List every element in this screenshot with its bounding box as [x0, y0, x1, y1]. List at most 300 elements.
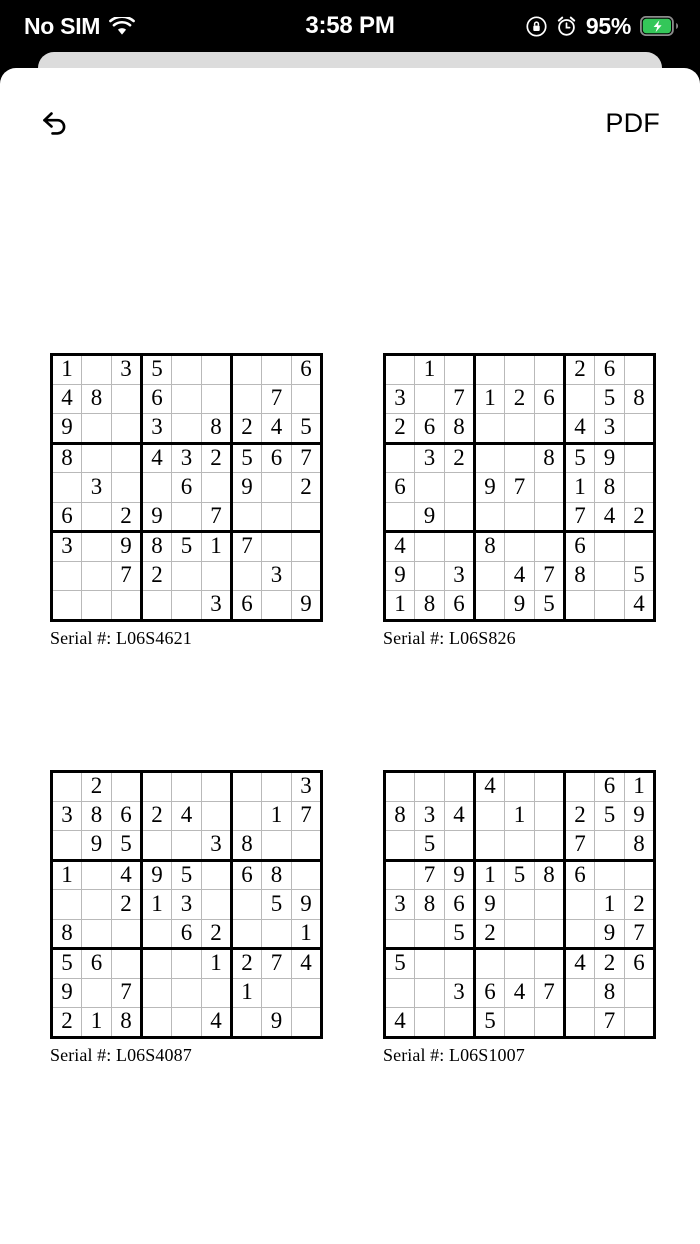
- sudoku-cell[interactable]: [505, 532, 535, 562]
- sudoku-cell[interactable]: [292, 532, 322, 562]
- sudoku-cell[interactable]: [82, 919, 112, 949]
- sudoku-cell[interactable]: [52, 772, 82, 802]
- sudoku-cell[interactable]: [52, 473, 82, 503]
- sudoku-cell[interactable]: [202, 978, 232, 1008]
- sudoku-cell[interactable]: 2: [505, 384, 535, 414]
- sudoku-cell[interactable]: 7: [505, 473, 535, 503]
- sudoku-cell[interactable]: 5: [475, 1008, 505, 1038]
- sudoku-cell[interactable]: 8: [52, 443, 82, 473]
- sudoku-cell[interactable]: [232, 561, 262, 591]
- sudoku-cell[interactable]: 8: [202, 414, 232, 444]
- sudoku-cell[interactable]: [202, 384, 232, 414]
- sudoku-cell[interactable]: [82, 355, 112, 385]
- sudoku-cell[interactable]: [595, 561, 625, 591]
- sudoku-cell[interactable]: [262, 473, 292, 503]
- sudoku-cell[interactable]: [172, 949, 202, 979]
- sudoku-cell[interactable]: [142, 772, 172, 802]
- sudoku-cell[interactable]: [202, 801, 232, 831]
- sudoku-cell[interactable]: 8: [142, 532, 172, 562]
- sudoku-cell[interactable]: 2: [82, 772, 112, 802]
- sudoku-cell[interactable]: [535, 919, 565, 949]
- sudoku-cell[interactable]: [415, 772, 445, 802]
- sudoku-cell[interactable]: 4: [262, 414, 292, 444]
- sudoku-cell[interactable]: [292, 384, 322, 414]
- sudoku-cell[interactable]: [505, 502, 535, 532]
- sudoku-cell[interactable]: [232, 1008, 262, 1038]
- sudoku-cell[interactable]: 1: [415, 355, 445, 385]
- sudoku-cell[interactable]: 2: [232, 414, 262, 444]
- sudoku-cell[interactable]: 4: [385, 532, 415, 562]
- sudoku-cell[interactable]: 1: [475, 860, 505, 890]
- sudoku-cell[interactable]: 4: [112, 860, 142, 890]
- sudoku-cell[interactable]: 9: [82, 831, 112, 861]
- sudoku-cell[interactable]: 3: [445, 978, 475, 1008]
- sudoku-cell[interactable]: 3: [52, 532, 82, 562]
- sudoku-cell[interactable]: 3: [385, 890, 415, 920]
- sudoku-cell[interactable]: 3: [202, 831, 232, 861]
- sudoku-cell[interactable]: 8: [82, 801, 112, 831]
- sudoku-cell[interactable]: [52, 561, 82, 591]
- sudoku-cell[interactable]: 2: [565, 355, 595, 385]
- sudoku-cell[interactable]: [292, 1008, 322, 1038]
- sudoku-cell[interactable]: 2: [445, 443, 475, 473]
- sudoku-cell[interactable]: [475, 561, 505, 591]
- sudoku-cell[interactable]: 2: [112, 890, 142, 920]
- sudoku-cell[interactable]: 5: [385, 949, 415, 979]
- sudoku-cell[interactable]: [385, 502, 415, 532]
- sudoku-cell[interactable]: 6: [445, 591, 475, 621]
- sudoku-cell[interactable]: [595, 831, 625, 861]
- sudoku-cell[interactable]: [505, 772, 535, 802]
- sudoku-cell[interactable]: 7: [535, 978, 565, 1008]
- sudoku-cell[interactable]: 9: [595, 919, 625, 949]
- sudoku-cell[interactable]: [505, 355, 535, 385]
- sudoku-cell[interactable]: 9: [385, 561, 415, 591]
- sudoku-cell[interactable]: [292, 831, 322, 861]
- sudoku-cell[interactable]: 1: [505, 801, 535, 831]
- sudoku-cell[interactable]: 5: [292, 414, 322, 444]
- sudoku-cell[interactable]: 5: [625, 561, 655, 591]
- sudoku-cell[interactable]: [112, 591, 142, 621]
- sudoku-cell[interactable]: [82, 591, 112, 621]
- sudoku-cell[interactable]: [415, 978, 445, 1008]
- sudoku-cell[interactable]: 9: [142, 860, 172, 890]
- sudoku-cell[interactable]: [505, 890, 535, 920]
- sudoku-cell[interactable]: 2: [202, 919, 232, 949]
- sudoku-cell[interactable]: 1: [292, 919, 322, 949]
- sudoku-cell[interactable]: 5: [52, 949, 82, 979]
- sudoku-cell[interactable]: 7: [445, 384, 475, 414]
- sudoku-cell[interactable]: 2: [142, 561, 172, 591]
- sudoku-cell[interactable]: 9: [262, 1008, 292, 1038]
- sudoku-cell[interactable]: 5: [445, 919, 475, 949]
- sudoku-cell[interactable]: 4: [565, 949, 595, 979]
- sudoku-cell[interactable]: [172, 978, 202, 1008]
- sudoku-cell[interactable]: [262, 591, 292, 621]
- sudoku-cell[interactable]: [385, 919, 415, 949]
- sudoku-cell[interactable]: [415, 473, 445, 503]
- sudoku-cell[interactable]: [565, 591, 595, 621]
- sudoku-cell[interactable]: 5: [112, 831, 142, 861]
- sudoku-cell[interactable]: 4: [142, 443, 172, 473]
- sudoku-cell[interactable]: [415, 532, 445, 562]
- sudoku-cell[interactable]: 8: [445, 414, 475, 444]
- sudoku-cell[interactable]: [535, 355, 565, 385]
- sudoku-cell[interactable]: [172, 414, 202, 444]
- sudoku-cell[interactable]: [595, 860, 625, 890]
- sudoku-cell[interactable]: [535, 1008, 565, 1038]
- sudoku-cell[interactable]: 2: [112, 502, 142, 532]
- sudoku-cell[interactable]: [112, 919, 142, 949]
- sudoku-cell[interactable]: [232, 919, 262, 949]
- sudoku-cell[interactable]: 8: [535, 443, 565, 473]
- sudoku-cell[interactable]: [172, 1008, 202, 1038]
- back-button[interactable]: [32, 100, 78, 146]
- sudoku-cell[interactable]: 6: [415, 414, 445, 444]
- sudoku-cell[interactable]: 5: [415, 831, 445, 861]
- sudoku-cell[interactable]: [202, 355, 232, 385]
- sudoku-cell[interactable]: [385, 831, 415, 861]
- sudoku-cell[interactable]: [202, 772, 232, 802]
- sudoku-cell[interactable]: 3: [142, 414, 172, 444]
- sudoku-cell[interactable]: [535, 949, 565, 979]
- sudoku-cell[interactable]: 1: [142, 890, 172, 920]
- sudoku-cell[interactable]: [292, 561, 322, 591]
- sudoku-cell[interactable]: 5: [595, 384, 625, 414]
- sudoku-cell[interactable]: [565, 1008, 595, 1038]
- sudoku-cell[interactable]: [505, 831, 535, 861]
- sudoku-cell[interactable]: [565, 772, 595, 802]
- sudoku-cell[interactable]: [292, 978, 322, 1008]
- sudoku-cell[interactable]: 7: [535, 561, 565, 591]
- sudoku-cell[interactable]: 7: [595, 1008, 625, 1038]
- sudoku-cell[interactable]: 1: [262, 801, 292, 831]
- sudoku-cell[interactable]: [82, 414, 112, 444]
- sudoku-cell[interactable]: [52, 890, 82, 920]
- sudoku-cell[interactable]: 5: [535, 591, 565, 621]
- sudoku-cell[interactable]: [112, 949, 142, 979]
- sudoku-cell[interactable]: [505, 414, 535, 444]
- sudoku-cell[interactable]: 6: [82, 949, 112, 979]
- sudoku-cell[interactable]: [445, 949, 475, 979]
- sudoku-cell[interactable]: [445, 502, 475, 532]
- sudoku-cell[interactable]: 4: [445, 801, 475, 831]
- sudoku-cell[interactable]: [172, 831, 202, 861]
- sudoku-cell[interactable]: 9: [415, 502, 445, 532]
- sudoku-cell[interactable]: 5: [505, 860, 535, 890]
- sudoku-cell[interactable]: 9: [232, 473, 262, 503]
- sudoku-cell[interactable]: [232, 772, 262, 802]
- sudoku-cell[interactable]: [262, 355, 292, 385]
- sudoku-cell[interactable]: [52, 831, 82, 861]
- sudoku-cell[interactable]: 3: [112, 355, 142, 385]
- sudoku-cell[interactable]: [172, 384, 202, 414]
- sudoku-cell[interactable]: 8: [565, 561, 595, 591]
- sudoku-cell[interactable]: 8: [595, 978, 625, 1008]
- sudoku-cell[interactable]: 4: [565, 414, 595, 444]
- sudoku-cell[interactable]: 4: [505, 561, 535, 591]
- sudoku-cell[interactable]: [625, 978, 655, 1008]
- sudoku-cell[interactable]: [415, 1008, 445, 1038]
- sudoku-cell[interactable]: 6: [172, 473, 202, 503]
- sudoku-cell[interactable]: 6: [475, 978, 505, 1008]
- sudoku-cell[interactable]: 1: [385, 591, 415, 621]
- sudoku-cell[interactable]: 7: [262, 949, 292, 979]
- sudoku-cell[interactable]: [262, 978, 292, 1008]
- sudoku-cell[interactable]: [535, 532, 565, 562]
- sudoku-cell[interactable]: 9: [52, 978, 82, 1008]
- sudoku-cell[interactable]: [415, 949, 445, 979]
- sudoku-cell[interactable]: [625, 532, 655, 562]
- sudoku-cell[interactable]: [232, 502, 262, 532]
- sudoku-cell[interactable]: [232, 384, 262, 414]
- sudoku-cell[interactable]: [445, 1008, 475, 1038]
- sudoku-cell[interactable]: [505, 919, 535, 949]
- sudoku-cell[interactable]: [535, 473, 565, 503]
- sudoku-cell[interactable]: 2: [52, 1008, 82, 1038]
- sudoku-cell[interactable]: 7: [565, 502, 595, 532]
- sudoku-cell[interactable]: [142, 831, 172, 861]
- sudoku-cell[interactable]: 3: [202, 591, 232, 621]
- sudoku-cell[interactable]: 8: [385, 801, 415, 831]
- sudoku-cell[interactable]: 8: [262, 860, 292, 890]
- sudoku-cell[interactable]: [445, 473, 475, 503]
- pdf-button[interactable]: PDF: [605, 107, 660, 138]
- sudoku-cell[interactable]: 9: [52, 414, 82, 444]
- sudoku-cell[interactable]: 7: [565, 831, 595, 861]
- sudoku-cell[interactable]: 3: [292, 772, 322, 802]
- sudoku-cell[interactable]: [202, 473, 232, 503]
- sudoku-cell[interactable]: [142, 978, 172, 1008]
- sudoku-cell[interactable]: 3: [172, 443, 202, 473]
- sudoku-cell[interactable]: 6: [142, 384, 172, 414]
- sudoku-cell[interactable]: 6: [595, 355, 625, 385]
- sudoku-cell[interactable]: [535, 890, 565, 920]
- sudoku-cell[interactable]: [565, 978, 595, 1008]
- sudoku-cell[interactable]: [262, 772, 292, 802]
- sudoku-cell[interactable]: [142, 919, 172, 949]
- sudoku-cell[interactable]: 4: [202, 1008, 232, 1038]
- sudoku-cell[interactable]: [172, 561, 202, 591]
- sudoku-cell[interactable]: 7: [415, 860, 445, 890]
- sudoku-cell[interactable]: [385, 355, 415, 385]
- sudoku-cell[interactable]: [172, 502, 202, 532]
- sudoku-cell[interactable]: 7: [232, 532, 262, 562]
- sudoku-cell[interactable]: 7: [625, 919, 655, 949]
- sudoku-cell[interactable]: 6: [445, 890, 475, 920]
- sudoku-cell[interactable]: [262, 532, 292, 562]
- sudoku-cell[interactable]: [385, 443, 415, 473]
- sudoku-cell[interactable]: [262, 502, 292, 532]
- sudoku-cell[interactable]: [625, 414, 655, 444]
- sudoku-cell[interactable]: 7: [202, 502, 232, 532]
- sudoku-cell[interactable]: [535, 831, 565, 861]
- sudoku-cell[interactable]: [82, 890, 112, 920]
- sudoku-cell[interactable]: 9: [445, 860, 475, 890]
- sudoku-cell[interactable]: [535, 414, 565, 444]
- sudoku-cell[interactable]: 8: [475, 532, 505, 562]
- sudoku-cell[interactable]: 5: [595, 801, 625, 831]
- sudoku-cell[interactable]: 3: [415, 443, 445, 473]
- sudoku-grid[interactable]: [383, 353, 656, 622]
- sudoku-cell[interactable]: 8: [52, 919, 82, 949]
- sudoku-cell[interactable]: 9: [292, 591, 322, 621]
- sudoku-cell[interactable]: [385, 772, 415, 802]
- sudoku-cell[interactable]: 8: [232, 831, 262, 861]
- sudoku-cell[interactable]: 7: [262, 384, 292, 414]
- sudoku-cell[interactable]: [565, 919, 595, 949]
- sudoku-cell[interactable]: [112, 414, 142, 444]
- sudoku-cell[interactable]: 9: [505, 591, 535, 621]
- sudoku-cell[interactable]: 2: [142, 801, 172, 831]
- sudoku-cell[interactable]: 9: [292, 890, 322, 920]
- sudoku-cell[interactable]: 3: [82, 473, 112, 503]
- sudoku-cell[interactable]: 3: [445, 561, 475, 591]
- sudoku-cell[interactable]: 1: [595, 890, 625, 920]
- sudoku-cell[interactable]: [82, 502, 112, 532]
- sudoku-cell[interactable]: 4: [625, 591, 655, 621]
- sudoku-cell[interactable]: [82, 860, 112, 890]
- sudoku-cell[interactable]: 3: [595, 414, 625, 444]
- sudoku-cell[interactable]: [415, 919, 445, 949]
- sudoku-cell[interactable]: [535, 502, 565, 532]
- sudoku-cell[interactable]: [505, 1008, 535, 1038]
- sudoku-cell[interactable]: 6: [262, 443, 292, 473]
- sudoku-cell[interactable]: [292, 502, 322, 532]
- sudoku-cell[interactable]: [82, 561, 112, 591]
- sudoku-cell[interactable]: 9: [475, 473, 505, 503]
- sudoku-cell[interactable]: [505, 443, 535, 473]
- sudoku-cell[interactable]: 6: [172, 919, 202, 949]
- sudoku-cell[interactable]: 8: [415, 591, 445, 621]
- sudoku-grid[interactable]: [383, 770, 656, 1039]
- sudoku-cell[interactable]: [475, 591, 505, 621]
- sudoku-cell[interactable]: [445, 831, 475, 861]
- sudoku-cell[interactable]: 1: [565, 473, 595, 503]
- sudoku-cell[interactable]: 6: [292, 355, 322, 385]
- sudoku-cell[interactable]: 6: [565, 860, 595, 890]
- sudoku-cell[interactable]: 1: [52, 355, 82, 385]
- sudoku-cell[interactable]: [445, 355, 475, 385]
- sudoku-cell[interactable]: 6: [385, 473, 415, 503]
- sudoku-cell[interactable]: [232, 890, 262, 920]
- sudoku-cell[interactable]: 7: [292, 443, 322, 473]
- sudoku-cell[interactable]: [142, 473, 172, 503]
- sudoku-cell[interactable]: [112, 473, 142, 503]
- sudoku-cell[interactable]: [625, 355, 655, 385]
- sudoku-cell[interactable]: 5: [262, 890, 292, 920]
- sudoku-cell[interactable]: 4: [292, 949, 322, 979]
- sudoku-cell[interactable]: [232, 801, 262, 831]
- sudoku-cell[interactable]: [262, 831, 292, 861]
- sudoku-cell[interactable]: [112, 443, 142, 473]
- sudoku-cell[interactable]: 5: [232, 443, 262, 473]
- sudoku-cell[interactable]: [625, 1008, 655, 1038]
- sudoku-cell[interactable]: [475, 831, 505, 861]
- sudoku-cell[interactable]: [142, 949, 172, 979]
- sudoku-cell[interactable]: [262, 919, 292, 949]
- sudoku-cell[interactable]: 1: [625, 772, 655, 802]
- sudoku-cell[interactable]: [142, 1008, 172, 1038]
- sudoku-cell[interactable]: 1: [52, 860, 82, 890]
- sudoku-cell[interactable]: [172, 591, 202, 621]
- sudoku-cell[interactable]: 5: [565, 443, 595, 473]
- sudoku-cell[interactable]: [625, 443, 655, 473]
- sudoku-cell[interactable]: 4: [172, 801, 202, 831]
- sudoku-cell[interactable]: 2: [625, 502, 655, 532]
- sudoku-cell[interactable]: 6: [535, 384, 565, 414]
- sudoku-cell[interactable]: [172, 772, 202, 802]
- sudoku-cell[interactable]: [475, 443, 505, 473]
- sudoku-cell[interactable]: [292, 860, 322, 890]
- sudoku-cell[interactable]: 2: [385, 414, 415, 444]
- sudoku-cell[interactable]: [82, 532, 112, 562]
- sudoku-cell[interactable]: 7: [112, 561, 142, 591]
- sudoku-cell[interactable]: 8: [82, 384, 112, 414]
- sudoku-cell[interactable]: 7: [112, 978, 142, 1008]
- sudoku-cell[interactable]: 3: [172, 890, 202, 920]
- sudoku-cell[interactable]: [172, 355, 202, 385]
- sudoku-cell[interactable]: 6: [112, 801, 142, 831]
- sudoku-cell[interactable]: 2: [475, 919, 505, 949]
- sudoku-cell[interactable]: 3: [262, 561, 292, 591]
- sudoku-cell[interactable]: 6: [565, 532, 595, 562]
- sudoku-cell[interactable]: [415, 384, 445, 414]
- sudoku-cell[interactable]: 8: [625, 831, 655, 861]
- sudoku-cell[interactable]: 6: [232, 591, 262, 621]
- sudoku-cell[interactable]: [82, 978, 112, 1008]
- sudoku-cell[interactable]: 2: [565, 801, 595, 831]
- sudoku-cell[interactable]: 4: [595, 502, 625, 532]
- sudoku-cell[interactable]: [445, 772, 475, 802]
- sudoku-cell[interactable]: [112, 384, 142, 414]
- sudoku-cell[interactable]: 5: [142, 355, 172, 385]
- sudoku-cell[interactable]: 2: [625, 890, 655, 920]
- sudoku-cell[interactable]: [202, 890, 232, 920]
- sudoku-grid[interactable]: [50, 353, 323, 622]
- sudoku-cell[interactable]: 8: [415, 890, 445, 920]
- sudoku-cell[interactable]: [565, 384, 595, 414]
- sudoku-cell[interactable]: 9: [595, 443, 625, 473]
- sudoku-cell[interactable]: [385, 978, 415, 1008]
- sudoku-cell[interactable]: [202, 860, 232, 890]
- sudoku-cell[interactable]: 1: [202, 532, 232, 562]
- sudoku-cell[interactable]: [475, 414, 505, 444]
- sudoku-cell[interactable]: [385, 860, 415, 890]
- sudoku-cell[interactable]: [595, 532, 625, 562]
- sudoku-cell[interactable]: [82, 443, 112, 473]
- sudoku-cell[interactable]: [445, 532, 475, 562]
- sudoku-cell[interactable]: [142, 591, 172, 621]
- sudoku-cell[interactable]: 2: [232, 949, 262, 979]
- sudoku-cell[interactable]: 3: [52, 801, 82, 831]
- sudoku-cell[interactable]: 6: [52, 502, 82, 532]
- sudoku-cell[interactable]: [202, 561, 232, 591]
- sudoku-cell[interactable]: 6: [232, 860, 262, 890]
- sudoku-cell[interactable]: 4: [505, 978, 535, 1008]
- sudoku-grid[interactable]: [50, 770, 323, 1039]
- sudoku-cell[interactable]: 3: [415, 801, 445, 831]
- sudoku-cell[interactable]: 1: [475, 384, 505, 414]
- sudoku-cell[interactable]: 8: [112, 1008, 142, 1038]
- sudoku-cell[interactable]: 1: [202, 949, 232, 979]
- sudoku-cell[interactable]: [505, 949, 535, 979]
- sudoku-cell[interactable]: 2: [202, 443, 232, 473]
- sudoku-cell[interactable]: [415, 561, 445, 591]
- sudoku-cell[interactable]: 5: [172, 532, 202, 562]
- sudoku-cell[interactable]: 5: [172, 860, 202, 890]
- sudoku-cell[interactable]: [625, 473, 655, 503]
